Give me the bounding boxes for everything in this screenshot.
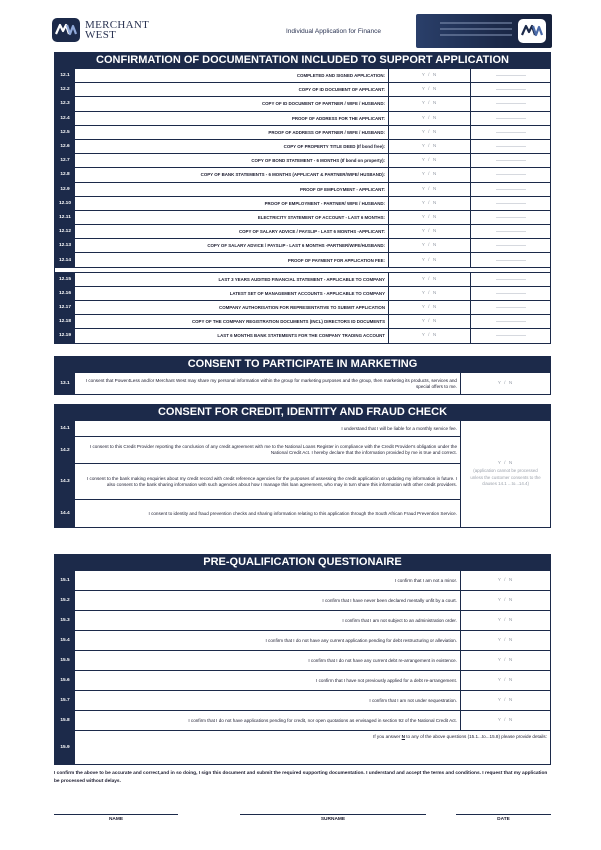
yes-no-field[interactable]: Y / N bbox=[388, 168, 470, 181]
item-number: 15.4 bbox=[55, 631, 75, 650]
surname-signature-field[interactable]: SURNAME bbox=[240, 814, 426, 822]
item-number: 12.15 bbox=[55, 273, 75, 286]
document-row bbox=[55, 167, 550, 181]
document-row bbox=[55, 252, 550, 266]
yes-no-field[interactable]: Y / N bbox=[388, 97, 470, 110]
prequal-details-field[interactable]: If you answer N to any of the above questions (15.1...to...15.8) please provide details: bbox=[373, 734, 547, 739]
blank-field[interactable] bbox=[470, 211, 550, 224]
marketing-consent-text: I consent that Power4Less and/or Merchant West may share my personal information within the group for marketing purposes and the group, then marketing its products, services and special offers to me. bbox=[85, 377, 457, 389]
brand-line-1: MERCHANT bbox=[85, 19, 150, 31]
item-number: 15.9 bbox=[55, 731, 75, 764]
prequal-row bbox=[55, 570, 550, 590]
document-row bbox=[55, 68, 550, 82]
document-row bbox=[55, 125, 550, 139]
credit-consent-row bbox=[55, 499, 460, 527]
credit-consent-text: I consent to the bank making enquiries about my credit record with credit reference agencies for the purposes of assessing the credit application or updating my information in future. I also consent to the bank sharing information with such agencies about how I manage this loan agreement, who may in turn share this information with other credit providers. bbox=[87, 475, 457, 487]
header-banner bbox=[416, 14, 552, 48]
yes-no-field[interactable]: Y / N bbox=[388, 253, 470, 266]
document-label: COPY OF ID DOCUMENT OF APPLICANT: bbox=[298, 87, 385, 93]
yes-no-field[interactable]: Y / N bbox=[460, 611, 550, 630]
yes-no-field[interactable]: Y / N bbox=[388, 126, 470, 139]
documentation-title: CONFIRMATION OF DOCUMENTATION INCLUDED TO SUPPORT APPLICATION bbox=[55, 53, 550, 68]
blank-field[interactable] bbox=[470, 239, 550, 252]
blank-field[interactable] bbox=[470, 97, 550, 110]
yes-no-field[interactable]: Y / N bbox=[388, 140, 470, 153]
item-number: 15.5 bbox=[55, 651, 75, 670]
blank-field[interactable] bbox=[470, 140, 550, 153]
document-label: COMPLETED AND SIGNED APPLICATION: bbox=[296, 73, 385, 79]
prequal-statement: I confirm that I am not subject to an administration order. bbox=[342, 618, 457, 623]
item-number: 15.3 bbox=[55, 611, 75, 630]
item-number: 12.1 bbox=[55, 69, 75, 82]
item-number: 15.7 bbox=[55, 691, 75, 710]
item-number: 12.19 bbox=[55, 329, 75, 342]
yes-no-field[interactable]: Y / N bbox=[388, 197, 470, 210]
yes-no-field[interactable]: Y / N bbox=[388, 183, 470, 196]
blank-field[interactable] bbox=[470, 112, 550, 125]
item-number: 15.6 bbox=[55, 671, 75, 690]
blank-field[interactable] bbox=[470, 83, 550, 96]
item-number: 12.10 bbox=[55, 197, 75, 210]
document-row bbox=[55, 286, 550, 300]
declaration-text: I confirm the above to be accurate and correct,and in so doing, I sign this document and submit the required supporting documentation. I understand and accept the terms and conditions. I request that my application be processed without delays. bbox=[54, 771, 548, 784]
badge-logo-icon bbox=[518, 19, 546, 43]
blank-field[interactable] bbox=[470, 183, 550, 196]
blank-field[interactable] bbox=[470, 253, 550, 266]
item-number: 12.12 bbox=[55, 225, 75, 238]
item-number: 12.2 bbox=[55, 83, 75, 96]
document-row bbox=[55, 182, 550, 196]
item-number: 15.8 bbox=[55, 711, 75, 730]
document-label: COPY OF PROPERTY TITLE DEED (If bond free): bbox=[283, 144, 385, 150]
yes-no-field[interactable]: Y / N bbox=[388, 154, 470, 167]
yes-no-field[interactable]: Y / N bbox=[388, 239, 470, 252]
document-label: LATEST SET OF MANAGEMENT ACCOUNTS - APPLICABLE TO COMPANY bbox=[229, 290, 385, 296]
item-number: 14.3 bbox=[55, 464, 75, 499]
blank-field[interactable] bbox=[470, 168, 550, 181]
document-label: COPY OF THE COMPANY REGISTRATION DOCUMENTS (INCL) DIRECTORS ID DOCUMENTS bbox=[191, 319, 385, 325]
document-label: ELECTRICITY STATEMENT OF ACCOUNT - LAST 6 MONTHS: bbox=[257, 214, 385, 220]
document-row bbox=[55, 82, 550, 96]
prequal-statement: I confirm that I am not under sequestration. bbox=[369, 698, 457, 703]
prequal-title: PRE-QUALIFICATION QUESTIONAIRE bbox=[55, 555, 550, 570]
marketing-yes-no[interactable]: Y / N bbox=[460, 373, 550, 394]
document-row bbox=[55, 272, 550, 286]
yes-no-field[interactable]: Y / N bbox=[460, 691, 550, 710]
blank-field[interactable] bbox=[470, 287, 550, 300]
prequal-row bbox=[55, 710, 550, 730]
date-signature-field[interactable]: DATE bbox=[456, 814, 551, 822]
blank-field[interactable] bbox=[470, 69, 550, 82]
document-row bbox=[55, 314, 550, 328]
item-number: 12.14 bbox=[55, 253, 75, 266]
item-number: 12.7 bbox=[55, 154, 75, 167]
brand-line-2: WEST bbox=[85, 29, 117, 41]
yes-no-field[interactable]: Y / N bbox=[460, 651, 550, 670]
item-number: 12.13 bbox=[55, 239, 75, 252]
yes-no-field[interactable]: Y / N bbox=[388, 225, 470, 238]
credit-consent-row bbox=[55, 421, 460, 436]
document-label: PROOF OF ADDRESS FOR THE APPLICANT: bbox=[291, 115, 385, 121]
item-number: 12.4 bbox=[55, 112, 75, 125]
yes-no-field[interactable]: Y / N bbox=[460, 631, 550, 650]
prequal-row bbox=[55, 650, 550, 670]
document-row bbox=[55, 238, 550, 252]
document-row bbox=[55, 96, 550, 110]
blank-field[interactable] bbox=[470, 315, 550, 328]
yes-no-field[interactable]: Y / N bbox=[388, 301, 470, 314]
yes-no-field[interactable]: Y / N bbox=[388, 273, 470, 286]
document-row bbox=[55, 153, 550, 167]
item-number: 12.9 bbox=[55, 183, 75, 196]
document-label: PROOF OF EMPLOYMENT - PARTNER/ WIFE / HUSBAND: bbox=[264, 200, 385, 206]
blank-field[interactable] bbox=[470, 301, 550, 314]
merchant-west-logo bbox=[52, 18, 152, 48]
yes-no-field[interactable]: Y / N bbox=[460, 571, 550, 590]
blank-field[interactable] bbox=[470, 197, 550, 210]
prequal-row bbox=[55, 590, 550, 610]
document-row bbox=[55, 139, 550, 153]
prequal-section bbox=[54, 554, 551, 765]
credit-consent-row bbox=[55, 463, 460, 499]
yes-no-field[interactable]: Y / N bbox=[460, 671, 550, 690]
prequal-details-row bbox=[55, 730, 550, 764]
yes-no-field[interactable]: Y / N bbox=[388, 315, 470, 328]
prequal-row bbox=[55, 690, 550, 710]
credit-consent-text: I consent to identity and fraud prevention checks and sharing information relating to this application through the South African Fraud Prevention Service. bbox=[148, 510, 457, 516]
blank-field[interactable] bbox=[470, 126, 550, 139]
prequal-statement: I confirm that I do not have any current debt re-arrangement in existence. bbox=[308, 658, 457, 663]
credit-consent-note: (application cannot be processed unless the customer consents to the clauses 14.1 ...to...14.4) bbox=[470, 468, 541, 486]
prequal-statement: I confirm that I do not have any current application pending for debt restructuring or alleviation. bbox=[265, 638, 457, 643]
documentation-section bbox=[54, 52, 551, 344]
item-number: 14.2 bbox=[55, 437, 75, 463]
credit-consent-text: I understand that I will be liable for a monthly service fee. bbox=[341, 425, 457, 431]
document-label: COPY OF SALARY ADVICE / PAYSLIP - LAST 6 MONTHS -APPLICANT: bbox=[238, 229, 385, 235]
item-number: 12.8 bbox=[55, 168, 75, 181]
credit-check-title: CONSENT FOR CREDIT, IDENTITY AND FRAUD CHECK bbox=[55, 405, 550, 420]
document-label: PROOF OF EMPLOYMENT - APPLICANT: bbox=[300, 186, 385, 192]
document-label: COMPANY AUTHORISATION FOR REPRESENTATIVE TO SUBMIT APPLICATION bbox=[219, 305, 385, 311]
credit-yes-no[interactable]: Y / N bbox=[497, 460, 514, 466]
item-number: 12.18 bbox=[55, 315, 75, 328]
yes-no-field[interactable]: Y / N bbox=[388, 211, 470, 224]
document-row bbox=[55, 300, 550, 314]
yes-no-field[interactable]: Y / N bbox=[388, 112, 470, 125]
item-number: 12.16 bbox=[55, 287, 75, 300]
yes-no-field[interactable]: Y / N bbox=[460, 711, 550, 730]
document-row bbox=[55, 196, 550, 210]
blank-field[interactable] bbox=[470, 225, 550, 238]
credit-consent-row bbox=[55, 436, 460, 463]
prequal-row bbox=[55, 630, 550, 650]
item-number: 15.1 bbox=[55, 571, 75, 590]
prequal-row bbox=[55, 670, 550, 690]
yes-no-field[interactable]: Y / N bbox=[388, 83, 470, 96]
yes-no-field[interactable]: Y / N bbox=[388, 329, 470, 342]
document-row bbox=[55, 224, 550, 238]
item-number: 15.2 bbox=[55, 591, 75, 610]
prequal-statement: I confirm that I do not have applications pending for credit, nor open quotations as envisaged in section 92 of the National Credit Act. bbox=[188, 718, 457, 723]
item-number: 14.1 bbox=[55, 421, 75, 436]
credit-consent-text: I consent to this Credit Provider reporting the conclusion of any credit agreement with me to the National Loans Register in compliance with the Credit Provider's obligation under the National Credit Act. I hereby declare that the information provided by me is true and correct. bbox=[89, 444, 457, 455]
item-number: 13.1 bbox=[55, 373, 75, 394]
blank-field[interactable] bbox=[470, 329, 550, 342]
blank-field[interactable] bbox=[470, 154, 550, 167]
document-label: COPY OF ID DOCUMENT OF PARTNER / WIFE / HUSBAND: bbox=[261, 101, 385, 107]
item-number: 12.6 bbox=[55, 140, 75, 153]
credit-check-section bbox=[54, 404, 551, 528]
prequal-statement: I confirm that I am not a minor. bbox=[394, 578, 457, 583]
item-number: 12.3 bbox=[55, 97, 75, 110]
document-row bbox=[55, 210, 550, 224]
item-number: 12.17 bbox=[55, 301, 75, 314]
page-header bbox=[52, 14, 552, 50]
item-number: 12.5 bbox=[55, 126, 75, 139]
yes-no-field[interactable]: Y / N bbox=[388, 287, 470, 300]
document-label: LAST 3 YEARS AUDITED FINANCIAL STATEMENT - APPLICABLE TO COMPANY bbox=[218, 276, 385, 282]
marketing-row bbox=[55, 372, 550, 394]
blank-field[interactable] bbox=[470, 273, 550, 286]
document-label: PROOF OF ADDRESS OF PARTNER / WIFE / HUSBAND: bbox=[268, 129, 385, 135]
prequal-statement: I confirm that I have not previously applied for a debt re-arrangement. bbox=[316, 678, 457, 683]
document-title: Individual Application for Finance bbox=[286, 28, 382, 35]
logo-mark-icon bbox=[52, 18, 80, 42]
name-signature-field[interactable]: NAME bbox=[54, 814, 178, 822]
marketing-title: CONSENT TO PARTICIPATE IN MARKETING bbox=[55, 357, 550, 372]
document-label: PROOF OF PAYMENT FOR APPLICATION FEE: bbox=[287, 257, 385, 263]
prequal-row bbox=[55, 610, 550, 630]
document-row bbox=[55, 111, 550, 125]
marketing-section bbox=[54, 356, 551, 395]
document-row bbox=[55, 328, 550, 342]
credit-consent-column[interactable] bbox=[460, 421, 550, 527]
item-number: 12.11 bbox=[55, 211, 75, 224]
document-label: LAST 6 MONTHS BANK STATEMENTS FOR THE COMPANY TRADING ACCOUNT bbox=[217, 333, 385, 339]
prequal-statement: I confirm that I have never been declared mentally unfit by a court. bbox=[322, 598, 457, 603]
document-label: COPY OF BANK STATEMENTS - 6 MONTHS (APPLICANT & PARTNER/WIFE/ HUSBAND): bbox=[200, 172, 385, 178]
item-number: 14.4 bbox=[55, 500, 75, 527]
yes-no-field[interactable]: Y / N bbox=[460, 591, 550, 610]
document-label: COPY OF SALARY ADVICE / PAYSLIP - LAST 6 MONTHS -PARTNER/WIFE/HUSBAND: bbox=[207, 243, 385, 249]
document-label: COPY OF BOND STATEMENT - 6 MONTHS (If bond on property): bbox=[251, 158, 385, 164]
yes-no-field[interactable]: Y / N bbox=[388, 69, 470, 82]
